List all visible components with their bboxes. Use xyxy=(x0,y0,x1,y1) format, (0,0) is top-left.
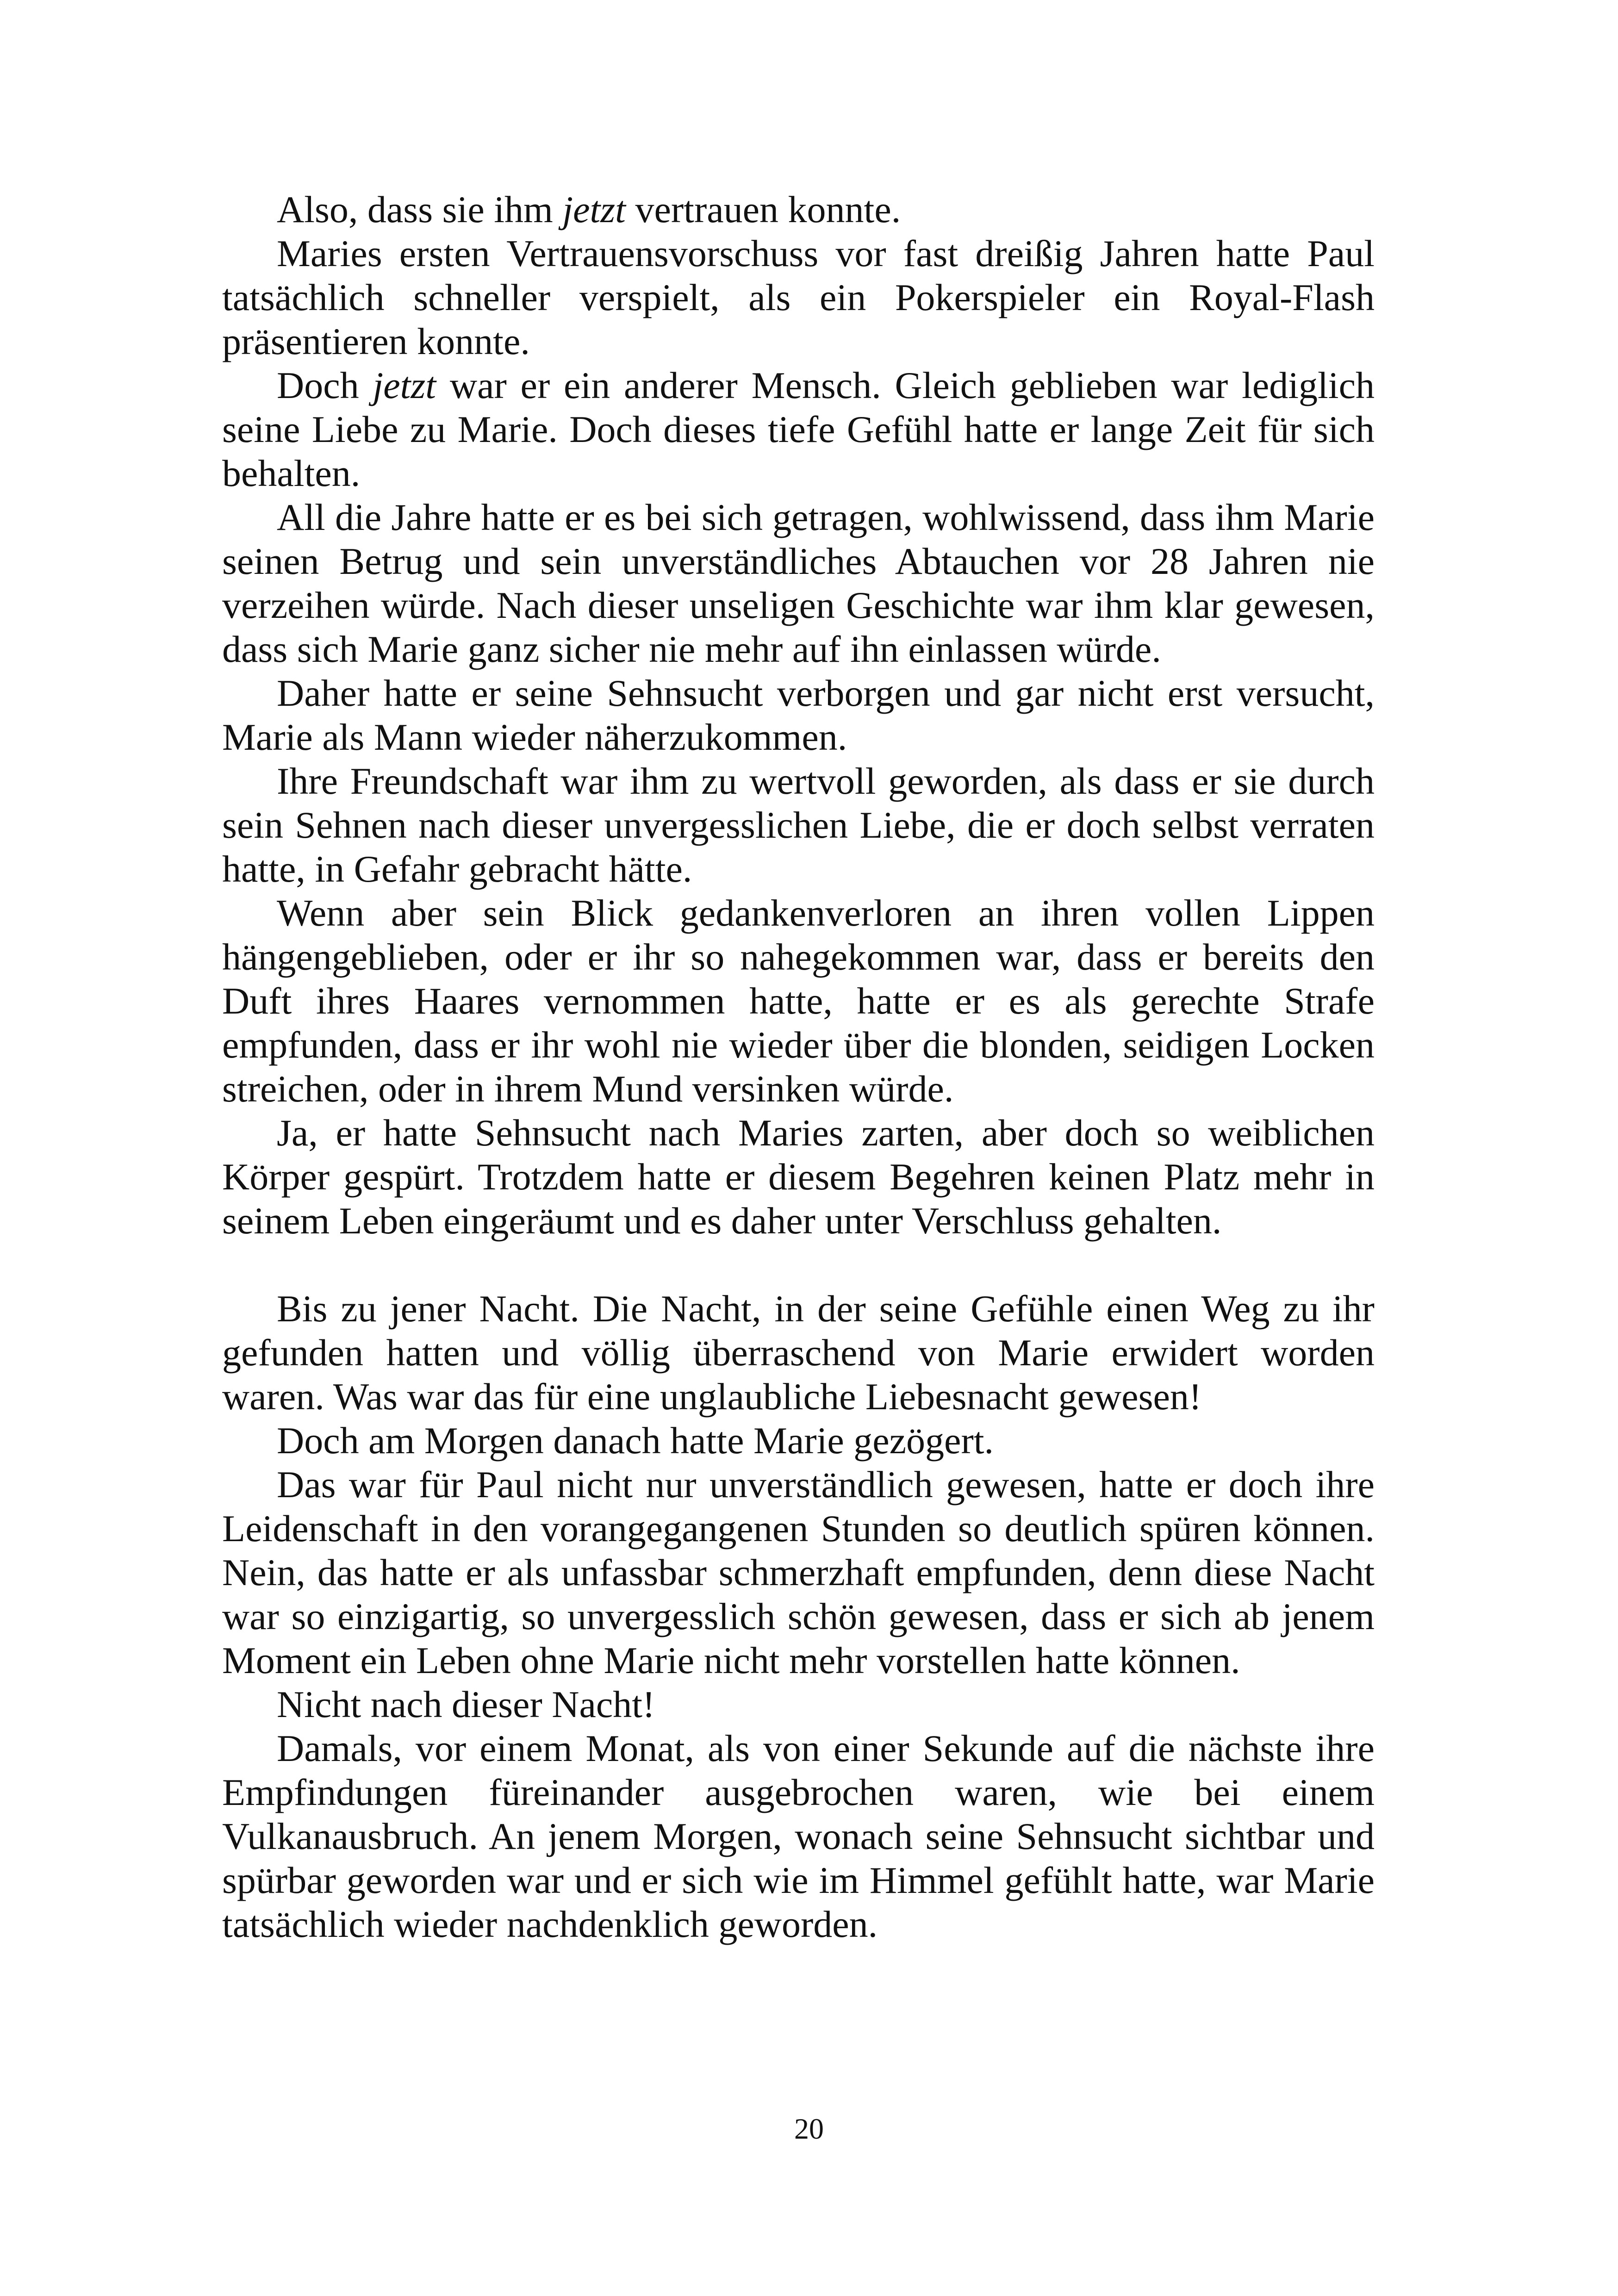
paragraph-11: Das war für Paul nicht nur unverständlich gewesen, hatte er doch ihre Leidenschaft in den vorangegangenen Stunden so deutlich spüren können. Nein, das hatte er als unfassbar schmerzhaft empfunden, denn diese Nacht war so einzigartig, so unvergesslich schön gewesen, dass er sich ab jenem Moment ein Leben ohne Marie nicht mehr vorstellen hatte können. xyxy=(222,1463,1375,1681)
page-number: 20 xyxy=(794,2112,824,2145)
paragraph-13: Damals, vor einem Monat, als von einer Sekunde auf die nächste ihre Empfindungen füreinander ausgebrochen waren, wie bei einem Vulkanausbruch. An jenem Morgen, wonach seine Sehnsucht sichtbar und spürbar geworden war und er sich wie im Himmel gefühlt hatte, war Marie tatsächlich wieder nachdenklich geworden. xyxy=(222,1727,1375,1945)
paragraph-4: All die Jahre hatte er es bei sich getragen, wohlwissend, dass ihm Marie seinen Betrug und sein unverständliches Abtauchen vor 28 Jahren nie verzeihen würde. Nach dieser unseligen Geschichte war ihm klar gewesen, dass sich Marie ganz sicher nie mehr auf ihn einlassen würde. xyxy=(222,496,1375,670)
paragraph-1-after: vertrauen konnte. xyxy=(625,188,901,230)
body-text xyxy=(222,187,1375,1946)
paragraph-10: Doch am Morgen danach hatte Marie gezögert. xyxy=(277,1419,994,1462)
paragraph-5: Daher hatte er seine Sehnsucht verborgen und gar nicht erst versucht, Marie als Mann wieder näherzukommen. xyxy=(222,672,1375,758)
emphasis-jetzt-1: jetzt xyxy=(562,188,626,230)
paragraph-8: Ja, er hatte Sehnsucht nach Maries zarten, aber doch so weiblichen Körper gespürt. Trotzdem hatte er diesem Begehren keinen Platz mehr in seinem Leben eingeräumt und es daher unter Verschluss gehalten. xyxy=(222,1112,1375,1242)
paragraph-2: Maries ersten Vertrauensvorschuss vor fast dreißig Jahren hatte Paul tatsächlich schneller verspielt, als ein Pokerspieler ein Royal-Flash präsentieren konnte. xyxy=(222,232,1375,362)
paragraph-12: Nicht nach dieser Nacht! xyxy=(277,1683,655,1725)
paragraph-9: Bis zu jener Nacht. Die Nacht, in der seine Gefühle einen Weg zu ihr gefunden hatten und völlig überraschend von Marie erwidert worden waren. Was war das für eine unglaubliche Liebesnacht gewesen! xyxy=(222,1288,1375,1418)
paragraph-6: Ihre Freundschaft war ihm zu wertvoll geworden, als dass er sie durch sein Sehnen nach dieser unvergesslichen Liebe, die er doch selbst verraten hatte, in Gefahr gebracht hätte. xyxy=(222,760,1375,890)
paragraph-3-before: Doch xyxy=(277,364,373,406)
paragraph-7: Wenn aber sein Blick gedankenverloren an ihren vollen Lippen hängengeblieben, oder er ihr so nahegekommen war, dass er bereits den Duft ihres Haares vernommen hatte, hatte er es als gerechte Strafe empfunden, dass er ihr wohl nie wieder über die blonden, seidigen Locken streichen, oder in ihrem Mund versinken würde. xyxy=(222,892,1375,1110)
emphasis-jetzt-2: jetzt xyxy=(373,364,436,406)
paragraph-3-after: war er ein anderer Mensch. Gleich geblieben war lediglich seine Liebe zu Marie. Doch dieses tiefe Gefühl hatte er lange Zeit für sich behalten. xyxy=(222,364,1375,494)
paragraph-1-before: Also, dass sie ihm xyxy=(277,188,563,230)
paragraph-1 xyxy=(222,187,1375,231)
paragraph-3 xyxy=(222,363,1375,495)
